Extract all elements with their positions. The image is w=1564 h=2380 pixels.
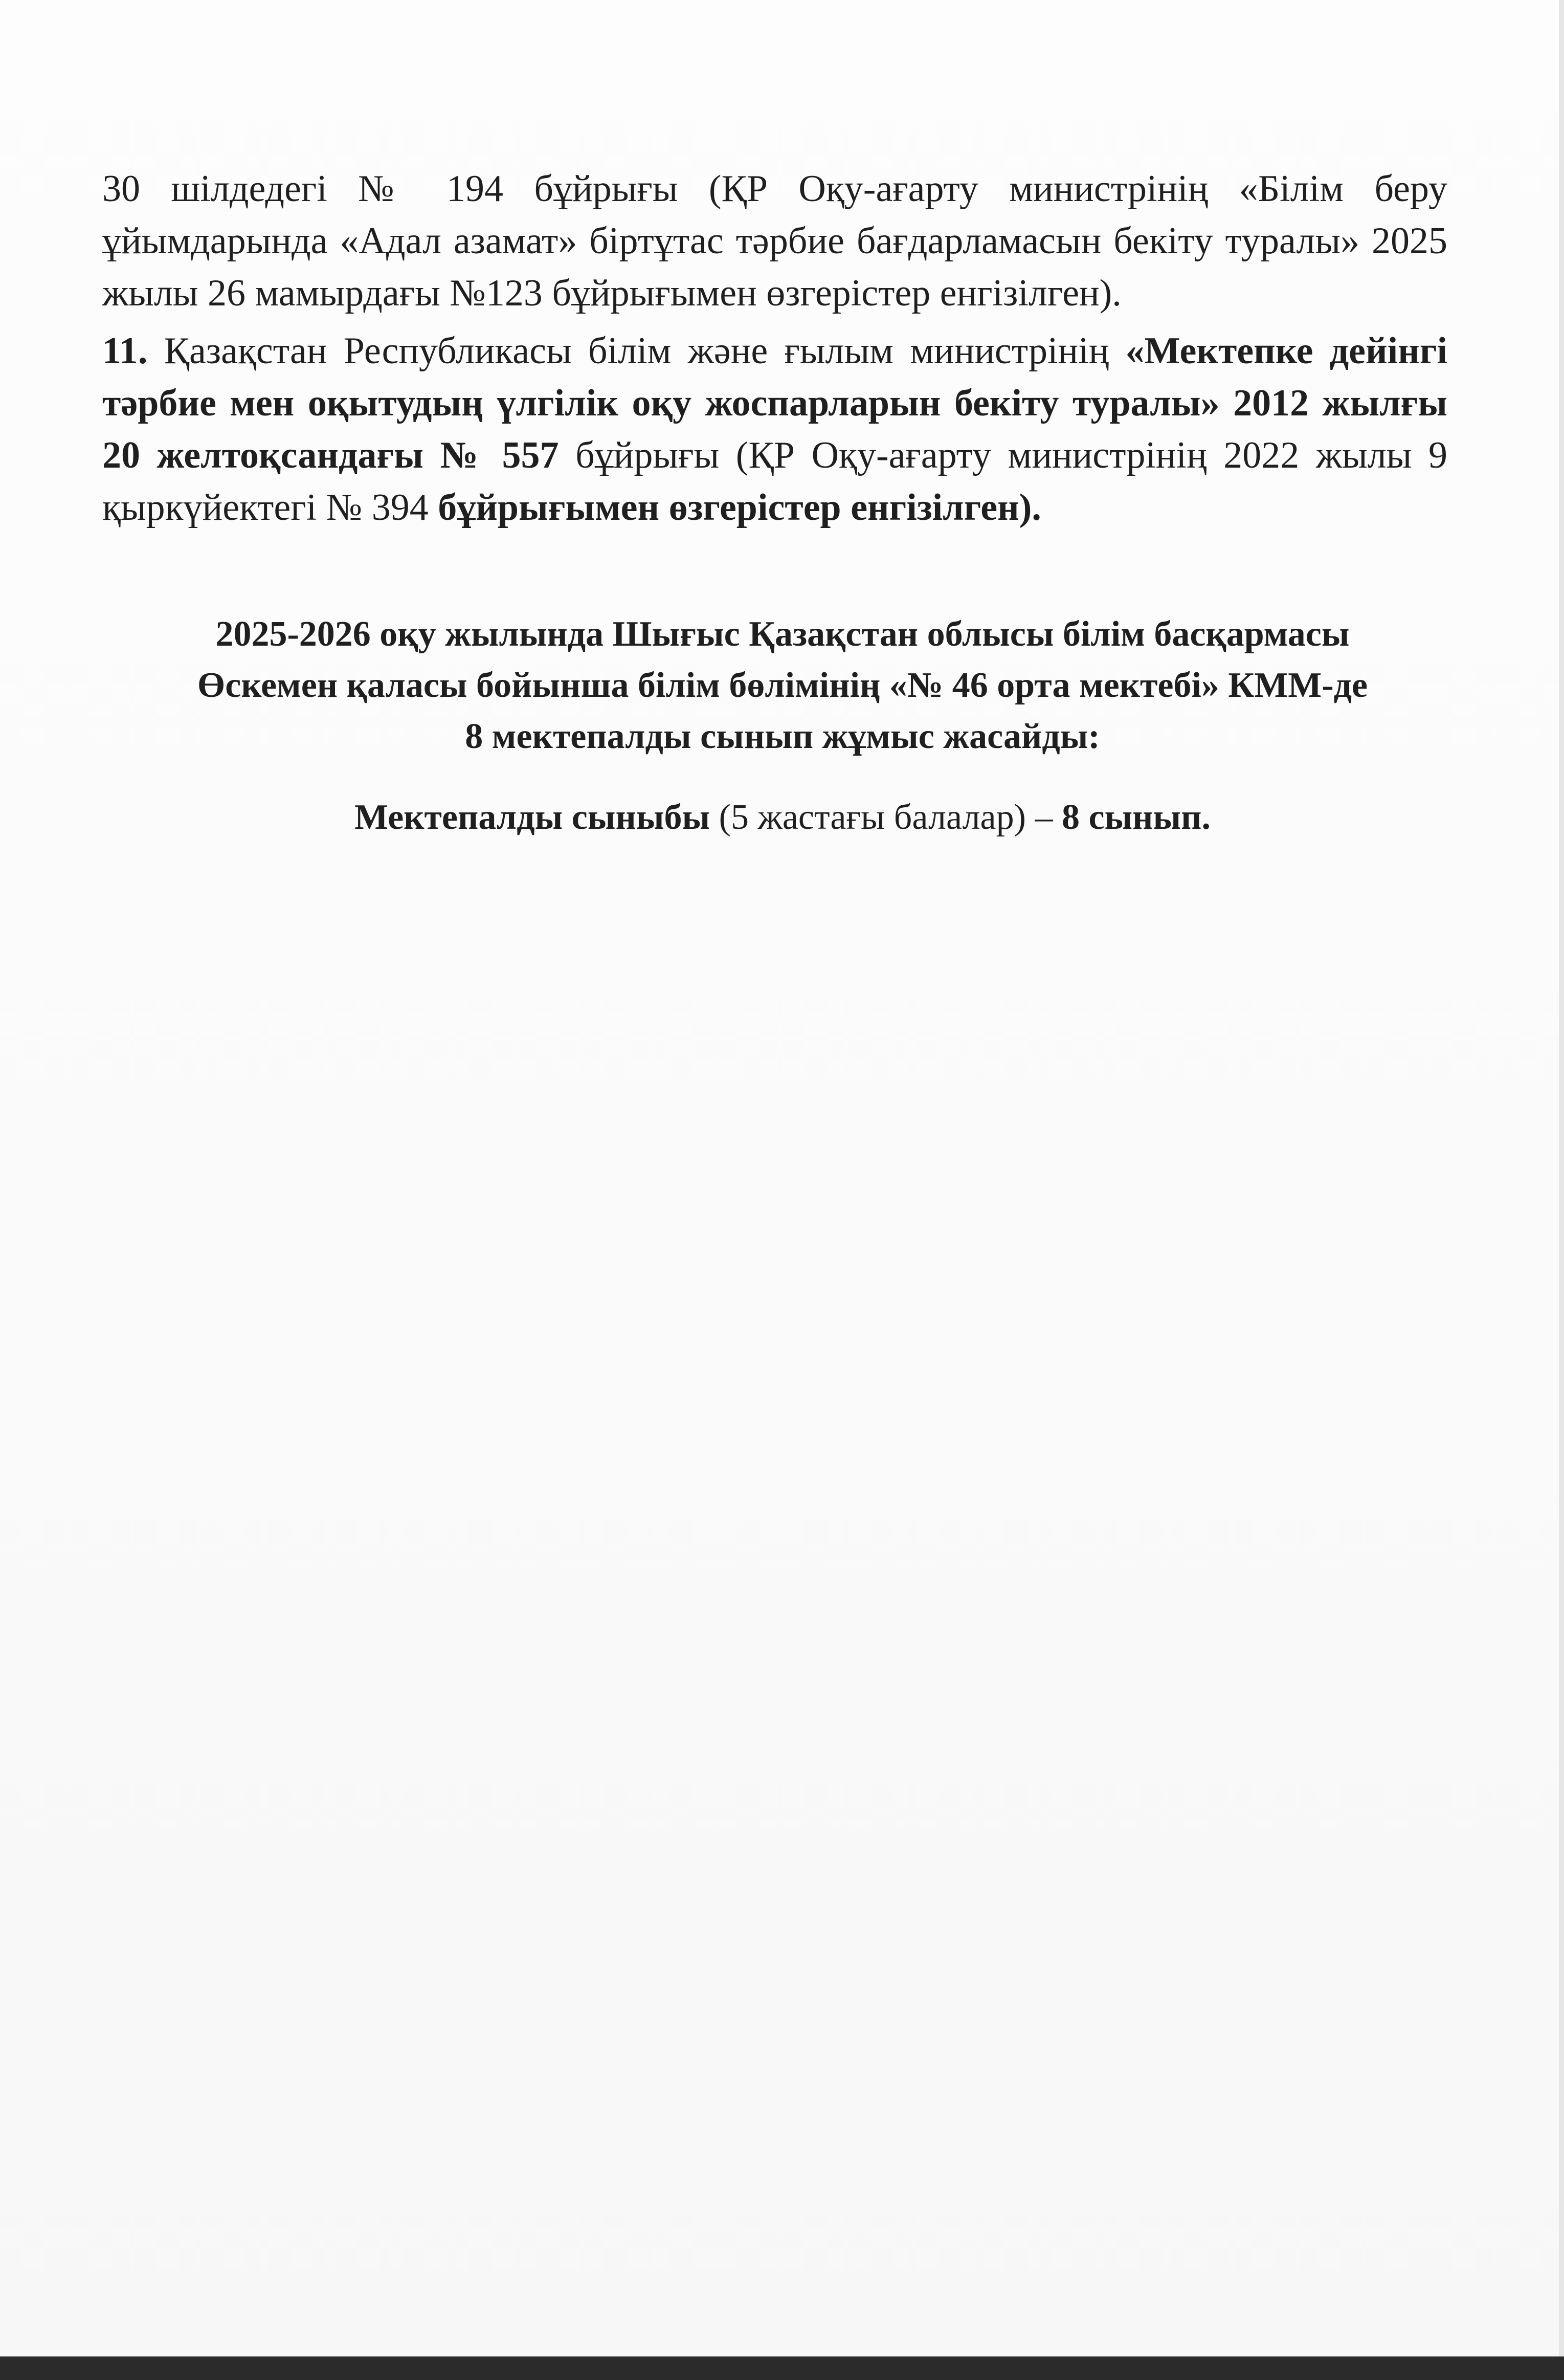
- item-number: 11.: [102, 330, 148, 372]
- summary-count: 8 сынып.: [1061, 798, 1211, 837]
- summary-label: Мектепалды сыныбы: [354, 798, 710, 837]
- heading-line-3: 8 мектепалды сынып жұмыс жасайды:: [465, 717, 1100, 756]
- heading-line-2: Өскемен қаласы бойынша білім бөлімінің «№ 46 орта мектебі» КММ-де: [197, 666, 1368, 705]
- paragraph-order-194: [102, 163, 1447, 319]
- item-11-bold-title: «Мектепке дейінгі тәрбие мен оқытудың үлгілік оқу жоспарларын бекіту туралы» 2012 жылғы 20 желтоқсандағы № 557: [102, 330, 1447, 476]
- item-11-text-b: бұйрығы (ҚР Оқу-ағарту министрінің 2022 жылы 9 қыркүйектегі № 394: [102, 434, 1447, 528]
- class-summary: [77, 792, 1488, 843]
- section-heading: [77, 609, 1488, 762]
- summary-age-text: (5 жастағы балалар) –: [710, 798, 1062, 837]
- heading-line-1: 2025-2026 оқу жылында Шығыс Қазақстан облысы білім басқармасы: [215, 614, 1350, 654]
- paragraph-item-11: [102, 325, 1447, 534]
- page-bottom-edge: [0, 2356, 1564, 2380]
- item-11-text-a: Қазақстан Республикасы білім және ғылым министрінің: [147, 330, 1126, 372]
- paragraph-order-194-text: 30 шілдедегі № 194 бұйрығы (ҚР Оқу-ағарту министрінің «Білім беру ұйымдарында «Адал азамат» біртұтас тәрбие бағдарламасын бекіту туралы» 2025 жылы 26 мамырдағы №123 бұйрығымен өзгерістер енгізілген).: [102, 168, 1447, 314]
- page-right-edge: [1559, 0, 1564, 2380]
- item-11-bold-ending: бұйрығымен өзгерістер енгізілген).: [438, 487, 1041, 528]
